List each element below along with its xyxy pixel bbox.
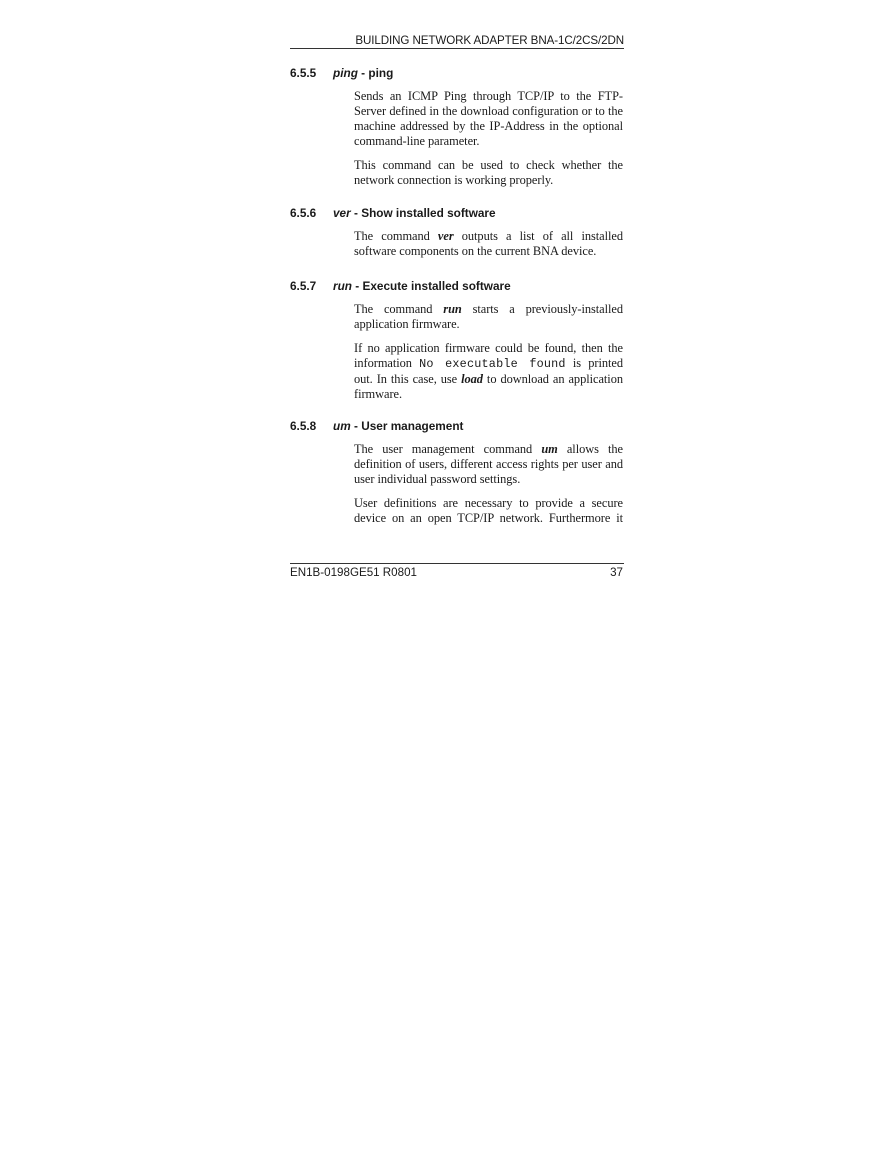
header-rule — [290, 48, 624, 49]
section-heading-um — [290, 419, 463, 433]
section-number: 6.5.8 — [290, 419, 317, 433]
inline-code: No executable found — [419, 357, 566, 372]
text-run: to download an application firmware. — [354, 372, 623, 402]
section-command: ver — [333, 206, 351, 220]
paragraph: Sends an ICMP Ping through TCP/IP to the FTP-Server defined in the download configuration or to the machine addressed by the IP-Address in the optional command-line parameter. — [354, 89, 623, 149]
inline-command: ver — [437, 229, 454, 243]
section-heading-ver — [290, 206, 496, 220]
section-title: Show installed software — [361, 206, 496, 220]
text-run: starts a previously-installed application firmware. — [354, 302, 623, 332]
paragraph — [354, 229, 623, 259]
paragraph — [354, 442, 623, 487]
section-heading-ping — [290, 66, 393, 80]
text-run: allows the definition of users, different access rights per user and user individual password settings. — [354, 442, 624, 487]
inline-command: load — [461, 372, 483, 387]
document-id: EN1B-0198GE51 R0801 — [290, 566, 417, 579]
section-title: Execute installed software — [362, 279, 511, 293]
section-title-separator: - — [350, 419, 362, 433]
section-title-separator: - — [352, 279, 363, 293]
section-number: 6.5.5 — [290, 66, 317, 80]
text-run: The command — [354, 302, 444, 316]
paragraph — [354, 302, 623, 332]
text-run: The command — [354, 229, 438, 243]
text-run: If no application firmware could be found, then the information — [354, 341, 623, 371]
section-title-separator: - — [357, 66, 369, 80]
text-run: is printed out. In this case, use — [354, 356, 623, 387]
running-header: BUILDING NETWORK ADAPTER BNA-1C/2CS/2DN — [355, 34, 624, 47]
footer-rule — [290, 563, 624, 564]
paragraph: User definitions are necessary to provide a secure device on an open TCP/IP network. Furthermore it — [354, 496, 623, 526]
section-body-run — [354, 302, 623, 403]
text-run: outputs a list of all installed software components on the current BNA device. — [354, 229, 623, 259]
section-heading-run — [290, 279, 511, 293]
section-command: run — [333, 279, 353, 293]
inline-command: run — [443, 302, 462, 316]
inline-command: um — [541, 442, 558, 456]
text-run: The user management command — [354, 442, 542, 456]
section-body-ver — [354, 229, 623, 259]
section-title: User management — [361, 419, 464, 433]
section-body-ping — [354, 89, 623, 189]
section-title-separator: - — [350, 206, 362, 220]
paragraph — [354, 341, 623, 402]
section-command: um — [333, 419, 351, 433]
section-body-um — [354, 442, 623, 526]
page-number: 37 — [610, 566, 623, 579]
section-title: ping — [368, 66, 394, 80]
section-number: 6.5.6 — [290, 206, 317, 220]
paragraph: This command can be used to check whether the network connection is working properly. — [354, 158, 623, 188]
section-command: ping — [333, 66, 358, 80]
section-number: 6.5.7 — [290, 279, 317, 293]
